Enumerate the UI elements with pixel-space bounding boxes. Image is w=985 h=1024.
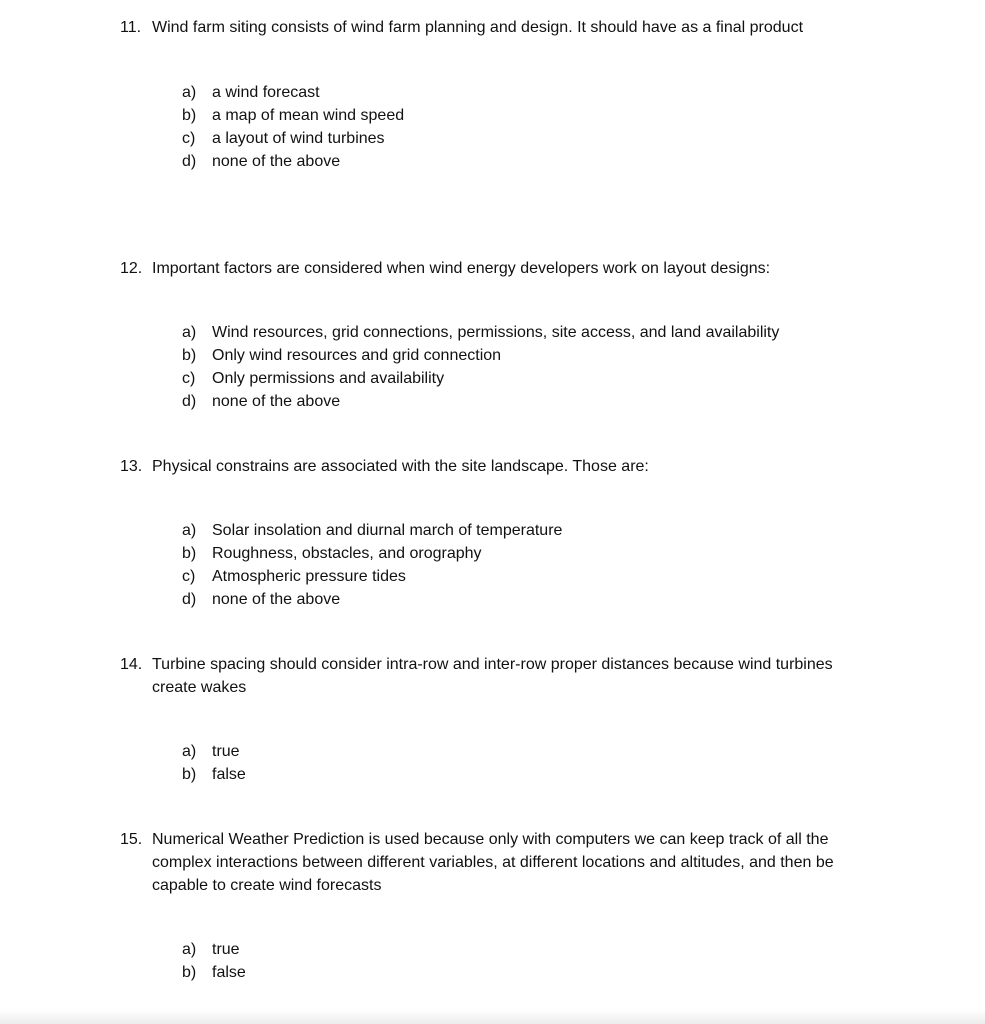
question-stem [120,257,880,280]
question-number: 13. [120,458,143,475]
option-letter: b) [182,107,197,124]
answer-options [182,321,779,413]
option-text: Solar insolation and diurnal march of temperature [212,522,563,539]
answer-options [182,740,246,786]
option-letter: a) [182,522,197,539]
option-letter: d) [182,153,197,170]
question-number: 15. [120,831,143,848]
question-text: Numerical Weather Prediction is used because only with computers we can keep track of all the complex interactions between different variables, at different locations and altitudes, and then be capable to create wind forecasts [152,831,834,894]
option-text: true [212,743,240,760]
question-stem [120,16,880,39]
answer-options [182,519,562,611]
answer-option-c [182,127,404,150]
answer-option-d [182,588,562,611]
page-bottom-edge [0,1010,985,1024]
answer-option-a [182,938,246,961]
question-text: Important factors are considered when wind energy developers work on layout designs: [152,260,771,277]
answer-option-a [182,519,562,542]
option-text: false [212,766,246,783]
answer-option-b [182,542,562,565]
answer-option-a [182,81,404,104]
question-text: Wind farm siting consists of wind farm planning and design. It should have as a final product [152,19,804,36]
option-letter: d) [182,591,197,608]
option-text: Atmospheric pressure tides [212,568,406,585]
option-text: Roughness, obstacles, and orography [212,545,482,562]
option-text: a layout of wind turbines [212,130,385,147]
answer-option-a [182,321,779,344]
question-12 [120,257,880,410]
question-number: 12. [120,260,143,277]
answer-option-c [182,367,779,390]
question-number: 11. [120,19,142,36]
option-text: a map of mean wind speed [212,107,405,124]
option-text: Wind resources, grid connections, permissions, site access, and land availability [212,324,780,341]
option-letter: a) [182,84,197,101]
option-text: false [212,964,246,981]
question-text: Physical constrains are associated with the site landscape. Those are: [152,458,649,475]
question-text: Turbine spacing should consider intra-row and inter-row proper distances because wind turbines create wakes [152,656,833,696]
option-letter: b) [182,964,197,981]
answer-option-d [182,150,404,173]
question-number: 14. [120,656,143,673]
question-stem [120,828,880,897]
option-text: none of the above [212,591,341,608]
question-stem [120,455,880,478]
answer-option-b [182,961,246,984]
option-text: a wind forecast [212,84,320,101]
option-text: Only permissions and availability [212,370,445,387]
option-letter: c) [182,370,196,387]
answer-option-c [182,565,562,588]
option-text: none of the above [212,393,341,410]
question-14 [120,653,880,783]
question-15 [120,828,880,981]
option-letter: a) [182,941,197,958]
option-letter: b) [182,766,197,783]
answer-option-d [182,390,779,413]
answer-option-b [182,104,404,127]
option-text: none of the above [212,153,341,170]
answer-options [182,938,246,984]
option-text: Only wind resources and grid connection [212,347,502,364]
question-11 [120,16,880,170]
option-letter: c) [182,568,196,585]
option-letter: c) [182,130,196,147]
option-letter: a) [182,743,197,760]
answer-option-b [182,763,246,786]
option-letter: b) [182,545,197,562]
option-text: true [212,941,240,958]
answer-option-a [182,740,246,763]
answer-options [182,81,404,173]
option-letter: a) [182,324,197,341]
question-stem [120,653,880,699]
option-letter: b) [182,347,197,364]
question-13 [120,455,880,608]
option-letter: d) [182,393,197,410]
answer-option-b [182,344,779,367]
